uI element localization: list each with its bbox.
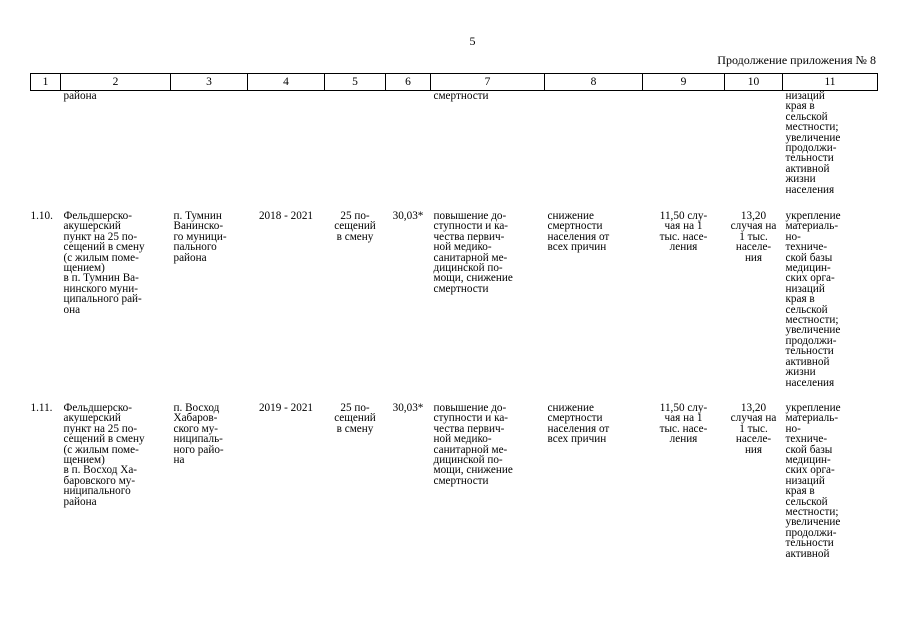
header-cell-7: 7 — [431, 74, 545, 91]
cell-target-value: 13,20 случая на 1 тыс. населе- ния — [730, 402, 777, 456]
cell-location: п. Тумнин Ванинско- го муници- пального района — [173, 210, 227, 264]
header-cell-10: 10 — [725, 74, 783, 91]
cell-location: п. Восход Хабаров- ского му- ниципаль- ного райо- на — [173, 402, 224, 467]
header-cell-11: 11 — [783, 74, 878, 91]
cell-goal: повышение до- ступности и ка- чества первич- ной медико- санитарной ме- дицинской по- мощи, снижение смертности — [433, 210, 513, 295]
cell-goal: повышение до- ступности и ка- чества первич- ной медико- санитарной ме- дицинской по- мощи, снижение смертности — [433, 402, 513, 487]
table-row-continuation — [31, 91, 878, 210]
cell-cost — [386, 91, 431, 210]
cell-number — [31, 91, 61, 210]
cell-cost: 30,03* — [392, 402, 424, 414]
continuation-label: Продолжение приложения № 8 — [717, 53, 876, 67]
table-header-row — [31, 74, 878, 91]
page-number: 5 — [469, 34, 476, 48]
header-cell-1: 1 — [31, 74, 61, 91]
cell-indicator — [545, 91, 643, 210]
cell-cost: 30,03* — [392, 210, 424, 222]
cell-object-name: Фельдшерско- акушерский пункт на 25 по- сещений в смену (с жилым поме- щением) в п. Восход Ха- баровского му- ниципального района — [63, 402, 145, 508]
header-cell-8: 8 — [545, 74, 643, 91]
cell-capacity: 25 по- сещений в смену — [334, 210, 376, 243]
cell-years — [248, 91, 325, 210]
cell-result: укрепление материаль- но- техниче- ской базы медицин- ских орга- низаций края в сельской местности; увеличение продолжи- тельности активной — [785, 402, 841, 560]
cell-result: низаций края в сельской местности; увеличение продолжи- тельности активной жизни населения — [785, 90, 841, 196]
cell-location — [171, 91, 248, 210]
cell-base-value: 11,50 слу- чая на 1 тыс. насе- ления — [659, 402, 708, 446]
cell-number: 1.10. — [30, 210, 53, 222]
header-cell-4: 4 — [248, 74, 325, 91]
header-cell-9: 9 — [643, 74, 725, 91]
cell-base-value: 11,50 слу- чая на 1 тыс. насе- ления — [659, 210, 708, 254]
header-cell-2: 2 — [61, 74, 171, 91]
cell-goal: смертности — [433, 90, 489, 102]
table-row — [31, 209, 878, 401]
cell-number: 1.11. — [30, 402, 53, 414]
header-cell-6: 6 — [386, 74, 431, 91]
data-table — [30, 73, 878, 559]
cell-years: 2018 - 2021 — [258, 210, 314, 222]
cell-capacity — [325, 91, 386, 210]
cell-result: укрепление материаль- но- техниче- ской базы медицин- ских орга- низаций края в сельской местности; увеличение продолжи- тельности активной жизни населения — [785, 210, 841, 389]
header-cell-3: 3 — [171, 74, 248, 91]
cell-target-value: 13,20 случая на 1 тыс. населе- ния — [730, 210, 777, 264]
header-cell-5: 5 — [325, 74, 386, 91]
cell-indicator: снижение смертности населения от всех причин — [547, 210, 610, 254]
table-row — [31, 401, 878, 559]
cell-years: 2019 - 2021 — [258, 402, 314, 414]
cell-object-name: района — [63, 90, 97, 102]
cell-target-value — [725, 91, 783, 210]
cell-object-name: Фельдшерско- акушерский пункт на 25 по- сещений в смену (с жилым поме- щением) в п. Тумнин Ва- нинского муни- ципального рай- она — [63, 210, 145, 316]
cell-capacity: 25 по- сещений в смену — [334, 402, 376, 435]
cell-base-value — [643, 91, 725, 210]
cell-indicator: снижение смертности населения от всех причин — [547, 402, 610, 446]
